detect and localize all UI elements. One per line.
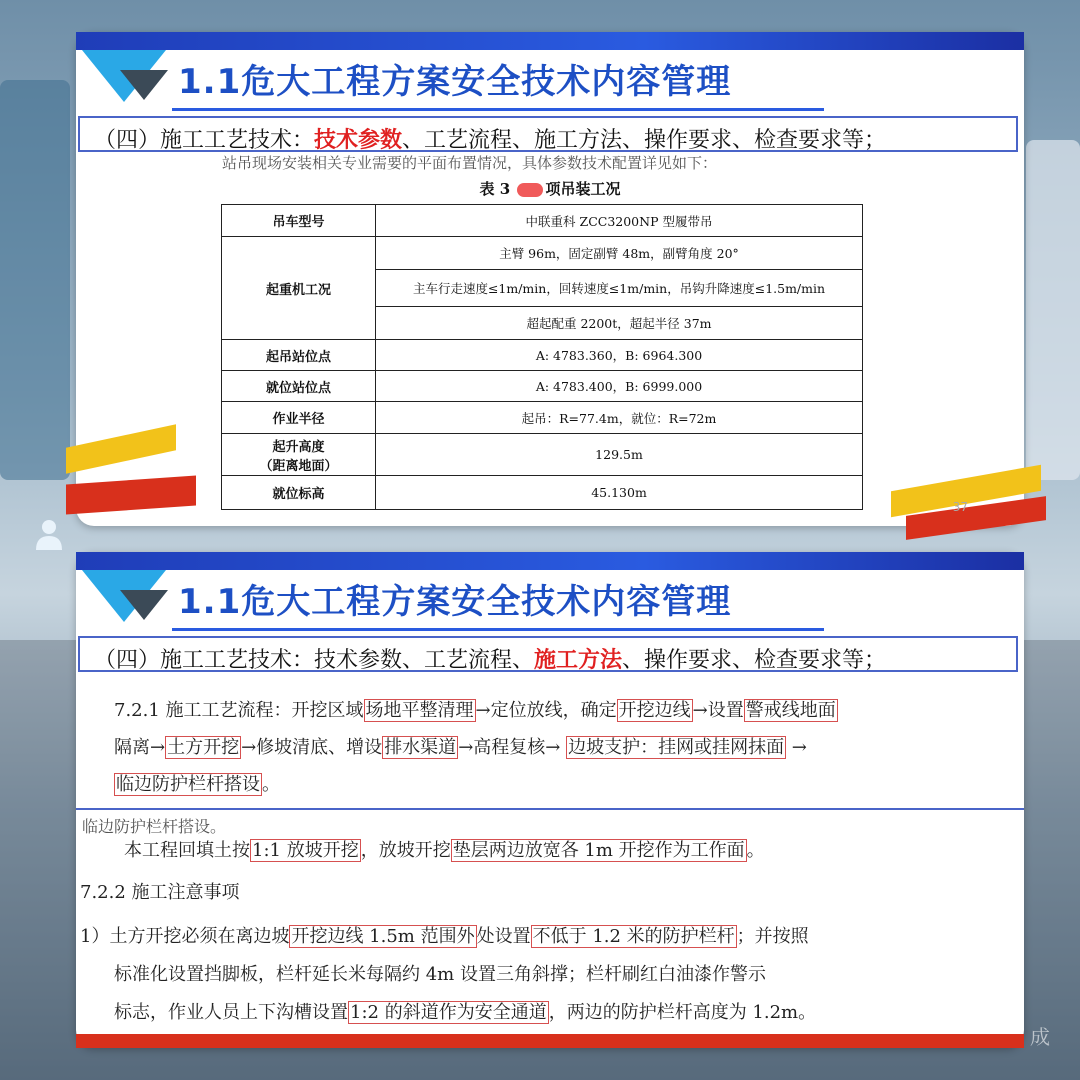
- section-heading: 7.2.2 施工注意事项: [80, 882, 240, 903]
- cell-value: 起吊：R=77.4m，就位：R=72m: [376, 402, 863, 434]
- precaution-paragraph: [80, 918, 816, 1032]
- cell-value: 中联重科 ZCC3200NP 型履带吊: [376, 205, 863, 237]
- triangle-accent-icon: [120, 590, 168, 620]
- table-row: [222, 371, 863, 402]
- crane-spec-table: [221, 204, 863, 510]
- page-number: 37: [952, 500, 968, 514]
- cell-value: 主臂 96m，固定副臂 48m，副臂角度 20°: [376, 237, 863, 270]
- slide-top-bar: [76, 32, 1024, 50]
- cell-value: 主车行走速度≤1m/min，回转速度≤1m/min，吊钩升降速度≤1.5m/min: [376, 270, 863, 307]
- cell-label: 起升高度 （距离地面）: [222, 434, 376, 476]
- subtitle-box: [78, 116, 1018, 152]
- cell-label: 吊车型号: [222, 205, 376, 237]
- red-stripe-left: [66, 475, 196, 514]
- process-flow-paragraph: [114, 692, 838, 803]
- cut-off-text: 站吊现场安装相关专业需要的平面布置情况，具体参数技术配置详见如下：: [222, 154, 718, 172]
- table-row: [222, 434, 863, 476]
- subtitle-box: [78, 636, 1018, 672]
- slide-title: 1.1危大工程方案安全技术内容管理: [178, 582, 732, 622]
- table-row: [222, 402, 863, 434]
- table-row: [222, 205, 863, 237]
- slide-title: 1.1危大工程方案安全技术内容管理: [178, 62, 732, 102]
- text-line: 标志，作业人员上下沟槽设置 1:2 的斜道作为安全通道 ，两边的防护栏杆高度为 1.2m。: [114, 1002, 817, 1023]
- cell-value: 超起配重 2200t，超起半径 37m: [376, 307, 863, 340]
- title-underline: [172, 628, 824, 631]
- table-row: [222, 476, 863, 510]
- cut-off-text: 临边防护栏杆搭设。: [82, 817, 227, 836]
- text-line: 临边防护栏杆搭设 。: [116, 774, 280, 795]
- title-underline: [172, 108, 824, 111]
- cell-value: A: 4783.360，B: 6964.300: [376, 340, 863, 371]
- red-stripe-bottom: [76, 1034, 1024, 1048]
- text-line: 隔离→ 土方开挖 →修坡清底、增设 排水渠道 →高程复核→ 边坡支护：挂网或挂网抹面 →: [114, 737, 807, 758]
- cell-label: 作业半径: [222, 402, 376, 434]
- cell-label: 就位站位点: [222, 371, 376, 402]
- triangle-accent-icon: [120, 70, 168, 100]
- cell-value: A: 4783.400，B: 6999.000: [376, 371, 863, 402]
- slope-paragraph: 本工程回填土按 1:1 放坡开挖 ，放坡开挖 垫层两边放宽各 1m 开挖作为工作面 。: [124, 840, 765, 861]
- slide-construction-method: [76, 552, 1024, 1048]
- cell-value: 45.130m: [376, 476, 863, 510]
- cell-label: 就位标高: [222, 476, 376, 510]
- slide-top-bar: [76, 552, 1024, 570]
- background-panel-left: [0, 80, 70, 480]
- subtitle-highlight: 施工方法: [534, 648, 623, 673]
- background-panel-right: [1026, 140, 1080, 480]
- table-row: [222, 237, 863, 270]
- slide-technical-parameters: [76, 32, 1024, 526]
- section-divider: [76, 808, 1024, 810]
- text-line: 7.2.1 施工工艺流程：开挖区域 场地平整清理 →定位放线，确定 开挖边线 →设置 警戒线地面: [114, 700, 836, 721]
- subtitle-highlight: 技术参数: [314, 128, 403, 153]
- text-line: 1）土方开挖必须在离边坡 开挖边线 1.5m 范围外 处设置 不低于 1.2 米的防护栏杆 ；并按照: [80, 926, 809, 947]
- subtitle: （四）施工工艺技术：技术参数、工艺流程、施工方法、操作要求、检查要求等；: [94, 128, 887, 153]
- table-caption: 表 3 项吊装工况: [479, 180, 621, 198]
- yellow-stripe-left: [66, 424, 176, 473]
- cell-label: 起吊站位点: [222, 340, 376, 371]
- text-line: 标准化设置挡脚板，栏杆延长米每隔约 4m 设置三角斜撑；栏杆刷红白油漆作警示: [114, 964, 766, 985]
- redaction-mark: [517, 183, 543, 197]
- cell-label: 起重机工况: [222, 237, 376, 340]
- cell-value: 129.5m: [376, 434, 863, 476]
- subtitle: （四）施工工艺技术：技术参数、工艺流程、施工方法、操作要求、检查要求等；: [94, 648, 887, 673]
- person-icon: [34, 518, 64, 550]
- table-row: [222, 340, 863, 371]
- watermark: 成: [1030, 1025, 1050, 1049]
